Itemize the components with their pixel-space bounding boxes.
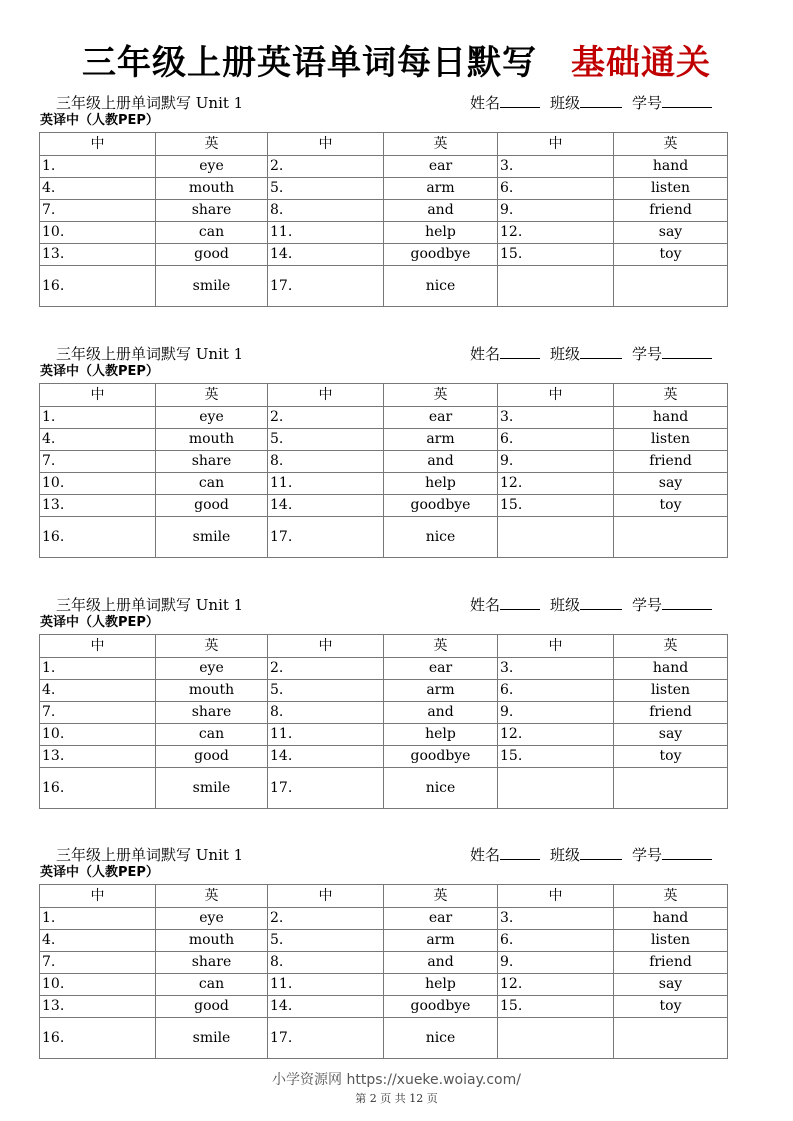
- worksheet-header: [0, 343, 793, 379]
- worksheet-block: [0, 844, 793, 1046]
- column-header: 英: [614, 635, 728, 658]
- english-word-cell: listen: [614, 930, 728, 952]
- table-row: [40, 156, 728, 178]
- worksheet-subtitle: 英译中（人教PEP）: [40, 865, 159, 880]
- answer-cell[interactable]: 16.: [40, 1018, 156, 1059]
- table-row: [40, 178, 728, 200]
- answer-cell[interactable]: 17.: [268, 1018, 384, 1059]
- answer-cell[interactable]: 15.: [498, 746, 614, 768]
- column-header: 中: [498, 885, 614, 908]
- answer-cell[interactable]: 14.: [268, 996, 384, 1018]
- worksheet-heading: 三年级上册单词默写 Unit 1: [56, 596, 244, 614]
- english-word-cell: and: [384, 702, 498, 724]
- answer-cell[interactable]: 3.: [498, 908, 614, 930]
- name-blank-line[interactable]: [500, 845, 540, 860]
- table-row: [40, 266, 728, 307]
- english-word-cell: say: [614, 222, 728, 244]
- column-header: 中: [40, 635, 156, 658]
- answer-cell[interactable]: 7.: [40, 952, 156, 974]
- column-header: 英: [384, 885, 498, 908]
- column-header: 英: [614, 384, 728, 407]
- answer-cell[interactable]: 10.: [40, 473, 156, 495]
- column-header: 英: [156, 133, 268, 156]
- id-label: 学号: [632, 345, 663, 363]
- english-word-cell: and: [384, 200, 498, 222]
- answer-cell[interactable]: 2.: [268, 908, 384, 930]
- answer-cell[interactable]: 2.: [268, 658, 384, 680]
- english-word-cell: say: [614, 974, 728, 996]
- english-word-cell: nice: [384, 768, 498, 809]
- answer-cell[interactable]: 5.: [268, 429, 384, 451]
- answer-cell[interactable]: 3.: [498, 156, 614, 178]
- table-row: [40, 996, 728, 1018]
- english-word-cell: [614, 768, 728, 809]
- answer-cell[interactable]: 16.: [40, 768, 156, 809]
- answer-cell[interactable]: 1.: [40, 908, 156, 930]
- answer-cell[interactable]: 12.: [498, 222, 614, 244]
- answer-cell[interactable]: 14.: [268, 495, 384, 517]
- class-blank-line[interactable]: [580, 93, 622, 108]
- english-word-cell: share: [156, 952, 268, 974]
- page-title-accent: 基础通关: [571, 43, 711, 83]
- answer-cell[interactable]: 17.: [268, 517, 384, 558]
- table-header-row: [40, 635, 728, 658]
- english-word-cell: eye: [156, 908, 268, 930]
- answer-cell[interactable]: 8.: [268, 702, 384, 724]
- column-header: 中: [498, 133, 614, 156]
- id-blank-line[interactable]: [662, 845, 712, 860]
- table-row: [40, 495, 728, 517]
- answer-cell[interactable]: 6.: [498, 178, 614, 200]
- answer-cell[interactable]: 12.: [498, 974, 614, 996]
- name-blank-line[interactable]: [500, 93, 540, 108]
- column-header: 中: [268, 635, 384, 658]
- english-word-cell: friend: [614, 952, 728, 974]
- answer-cell[interactable]: 1.: [40, 156, 156, 178]
- english-word-cell: help: [384, 222, 498, 244]
- table-row: [40, 702, 728, 724]
- english-word-cell: mouth: [156, 178, 268, 200]
- id-label: 学号: [632, 94, 663, 112]
- id-label: 学号: [632, 846, 663, 864]
- answer-cell[interactable]: 15.: [498, 244, 614, 266]
- worksheet-heading: 三年级上册单词默写 Unit 1: [56, 94, 244, 112]
- answer-cell[interactable]: 6.: [498, 680, 614, 702]
- class-blank-line[interactable]: [580, 344, 622, 359]
- table-row: [40, 746, 728, 768]
- table-row: [40, 200, 728, 222]
- id-blank-line[interactable]: [662, 93, 712, 108]
- table-row: [40, 658, 728, 680]
- english-word-cell: can: [156, 222, 268, 244]
- column-header: 英: [384, 635, 498, 658]
- vocab-table: [39, 884, 728, 1059]
- answer-cell[interactable]: 1.: [40, 658, 156, 680]
- english-word-cell: smile: [156, 266, 268, 307]
- english-word-cell: say: [614, 473, 728, 495]
- table-row: [40, 908, 728, 930]
- answer-cell[interactable]: 11.: [268, 222, 384, 244]
- answer-cell[interactable]: 17.: [268, 266, 384, 307]
- english-word-cell: good: [156, 244, 268, 266]
- answer-cell[interactable]: 17.: [268, 768, 384, 809]
- answer-cell[interactable]: 8.: [268, 200, 384, 222]
- answer-cell[interactable]: 9.: [498, 200, 614, 222]
- english-word-cell: friend: [614, 200, 728, 222]
- name-blank-line[interactable]: [500, 344, 540, 359]
- english-word-cell: goodbye: [384, 996, 498, 1018]
- answer-cell[interactable]: 13.: [40, 244, 156, 266]
- english-word-cell: listen: [614, 178, 728, 200]
- answer-cell[interactable]: 13.: [40, 996, 156, 1018]
- vocab-table: [39, 634, 728, 809]
- english-word-cell: mouth: [156, 680, 268, 702]
- english-word-cell: friend: [614, 702, 728, 724]
- answer-cell[interactable]: 16.: [40, 517, 156, 558]
- english-word-cell: eye: [156, 658, 268, 680]
- english-word-cell: hand: [614, 908, 728, 930]
- class-blank-line[interactable]: [580, 595, 622, 610]
- worksheet-subtitle: 英译中（人教PEP）: [40, 615, 159, 630]
- table-header-row: [40, 133, 728, 156]
- english-word-cell: ear: [384, 156, 498, 178]
- english-word-cell: toy: [614, 746, 728, 768]
- name-label: 姓名: [470, 596, 501, 614]
- answer-cell[interactable]: 2.: [268, 156, 384, 178]
- english-word-cell: arm: [384, 930, 498, 952]
- english-word-cell: mouth: [156, 429, 268, 451]
- column-header: 英: [156, 384, 268, 407]
- english-word-cell: smile: [156, 768, 268, 809]
- worksheet-subtitle: 英译中（人教PEP）: [40, 364, 159, 379]
- answer-cell[interactable]: 15.: [498, 495, 614, 517]
- class-label: 班级: [550, 345, 581, 363]
- answer-cell[interactable]: 11.: [268, 724, 384, 746]
- answer-cell[interactable]: 8.: [268, 952, 384, 974]
- english-word-cell: smile: [156, 1018, 268, 1059]
- english-word-cell: hand: [614, 407, 728, 429]
- english-word-cell: hand: [614, 658, 728, 680]
- english-word-cell: [614, 1018, 728, 1059]
- english-word-cell: ear: [384, 658, 498, 680]
- table-row: [40, 974, 728, 996]
- name-label: 姓名: [470, 345, 501, 363]
- english-word-cell: arm: [384, 178, 498, 200]
- english-word-cell: nice: [384, 517, 498, 558]
- table-row: [40, 724, 728, 746]
- column-header: 中: [40, 384, 156, 407]
- worksheet-subtitle: 英译中（人教PEP）: [40, 113, 159, 128]
- answer-cell[interactable]: 10.: [40, 222, 156, 244]
- english-word-cell: arm: [384, 429, 498, 451]
- class-label: 班级: [550, 846, 581, 864]
- table-row: [40, 473, 728, 495]
- column-header: 英: [384, 133, 498, 156]
- english-word-cell: can: [156, 724, 268, 746]
- answer-cell[interactable]: 4.: [40, 680, 156, 702]
- english-word-cell: goodbye: [384, 495, 498, 517]
- class-label: 班级: [550, 94, 581, 112]
- answer-cell[interactable]: 13.: [40, 495, 156, 517]
- column-header: 中: [268, 133, 384, 156]
- answer-cell[interactable]: 4.: [40, 178, 156, 200]
- answer-cell[interactable]: 10.: [40, 724, 156, 746]
- english-word-cell: say: [614, 724, 728, 746]
- column-header: 英: [156, 885, 268, 908]
- table-row: [40, 429, 728, 451]
- student-info-fields: [470, 92, 712, 114]
- english-word-cell: good: [156, 746, 268, 768]
- answer-cell[interactable]: 7.: [40, 200, 156, 222]
- english-word-cell: hand: [614, 156, 728, 178]
- english-word-cell: can: [156, 974, 268, 996]
- table-row: [40, 768, 728, 809]
- english-word-cell: good: [156, 495, 268, 517]
- name-label: 姓名: [470, 846, 501, 864]
- column-header: 中: [268, 384, 384, 407]
- english-word-cell: goodbye: [384, 244, 498, 266]
- id-blank-line[interactable]: [662, 595, 712, 610]
- table-row: [40, 930, 728, 952]
- class-label: 班级: [550, 596, 581, 614]
- worksheet-header: [0, 92, 793, 128]
- table-header-row: [40, 384, 728, 407]
- english-word-cell: and: [384, 451, 498, 473]
- table-row: [40, 451, 728, 473]
- page-title-main: 三年级上册英语单词每日默写: [82, 43, 537, 83]
- page-title: [0, 40, 793, 86]
- worksheet-block: [0, 343, 793, 545]
- answer-cell[interactable]: 6.: [498, 429, 614, 451]
- answer-cell[interactable]: 9.: [498, 952, 614, 974]
- english-word-cell: smile: [156, 517, 268, 558]
- id-blank-line[interactable]: [662, 344, 712, 359]
- answer-cell[interactable]: [498, 517, 614, 558]
- name-label: 姓名: [470, 94, 501, 112]
- answer-cell[interactable]: 12.: [498, 724, 614, 746]
- english-word-cell: friend: [614, 451, 728, 473]
- answer-cell[interactable]: 10.: [40, 974, 156, 996]
- english-word-cell: toy: [614, 244, 728, 266]
- column-header: 英: [614, 133, 728, 156]
- student-info-fields: [470, 594, 712, 616]
- english-word-cell: [614, 266, 728, 307]
- english-word-cell: can: [156, 473, 268, 495]
- english-word-cell: [614, 517, 728, 558]
- answer-cell[interactable]: [498, 768, 614, 809]
- english-word-cell: goodbye: [384, 746, 498, 768]
- answer-cell[interactable]: 12.: [498, 473, 614, 495]
- class-blank-line[interactable]: [580, 845, 622, 860]
- answer-cell[interactable]: 15.: [498, 996, 614, 1018]
- table-row: [40, 517, 728, 558]
- worksheet-heading: 三年级上册单词默写 Unit 1: [56, 846, 244, 864]
- answer-cell[interactable]: 14.: [268, 746, 384, 768]
- worksheet-block: [0, 594, 793, 796]
- english-word-cell: share: [156, 702, 268, 724]
- english-word-cell: listen: [614, 429, 728, 451]
- english-word-cell: nice: [384, 266, 498, 307]
- table-row: [40, 1018, 728, 1059]
- answer-cell[interactable]: 3.: [498, 407, 614, 429]
- english-word-cell: share: [156, 200, 268, 222]
- english-word-cell: good: [156, 996, 268, 1018]
- column-header: 中: [498, 635, 614, 658]
- table-row: [40, 952, 728, 974]
- answer-cell[interactable]: 4.: [40, 930, 156, 952]
- worksheet-block: [0, 92, 793, 294]
- column-header: 英: [614, 885, 728, 908]
- english-word-cell: eye: [156, 407, 268, 429]
- answer-cell[interactable]: 6.: [498, 930, 614, 952]
- table-header-row: [40, 885, 728, 908]
- footer-site: 小学资源网 https://xueke.woiay.com/: [272, 1072, 521, 1088]
- english-word-cell: nice: [384, 1018, 498, 1059]
- english-word-cell: help: [384, 724, 498, 746]
- answer-cell[interactable]: 7.: [40, 451, 156, 473]
- footer-page-number: 第 2 页 共 12 页: [355, 1092, 438, 1105]
- answer-cell[interactable]: 16.: [40, 266, 156, 307]
- english-word-cell: mouth: [156, 930, 268, 952]
- student-info-fields: [470, 343, 712, 365]
- english-word-cell: share: [156, 451, 268, 473]
- table-row: [40, 222, 728, 244]
- answer-cell[interactable]: 9.: [498, 451, 614, 473]
- worksheet-header: [0, 844, 793, 880]
- column-header: 中: [40, 133, 156, 156]
- answer-cell[interactable]: 9.: [498, 702, 614, 724]
- worksheet-header: [0, 594, 793, 630]
- english-word-cell: ear: [384, 407, 498, 429]
- english-word-cell: toy: [614, 495, 728, 517]
- english-word-cell: toy: [614, 996, 728, 1018]
- name-blank-line[interactable]: [500, 595, 540, 610]
- answer-cell[interactable]: 3.: [498, 658, 614, 680]
- answer-cell[interactable]: 4.: [40, 429, 156, 451]
- column-header: 中: [268, 885, 384, 908]
- english-word-cell: eye: [156, 156, 268, 178]
- english-word-cell: listen: [614, 680, 728, 702]
- column-header: 中: [40, 885, 156, 908]
- vocab-table: [39, 132, 728, 307]
- english-word-cell: help: [384, 473, 498, 495]
- answer-cell[interactable]: 14.: [268, 244, 384, 266]
- student-info-fields: [470, 844, 712, 866]
- answer-cell[interactable]: 5.: [268, 930, 384, 952]
- column-header: 中: [498, 384, 614, 407]
- id-label: 学号: [632, 596, 663, 614]
- english-word-cell: arm: [384, 680, 498, 702]
- answer-cell[interactable]: 11.: [268, 974, 384, 996]
- worksheet-heading: 三年级上册单词默写 Unit 1: [56, 345, 244, 363]
- answer-cell[interactable]: 5.: [268, 680, 384, 702]
- column-header: 英: [156, 635, 268, 658]
- table-row: [40, 407, 728, 429]
- answer-cell[interactable]: 11.: [268, 473, 384, 495]
- answer-cell[interactable]: 8.: [268, 451, 384, 473]
- answer-cell[interactable]: 13.: [40, 746, 156, 768]
- table-row: [40, 244, 728, 266]
- vocab-table: [39, 383, 728, 558]
- english-word-cell: ear: [384, 908, 498, 930]
- answer-cell[interactable]: 1.: [40, 407, 156, 429]
- column-header: 英: [384, 384, 498, 407]
- english-word-cell: and: [384, 952, 498, 974]
- answer-cell[interactable]: [498, 1018, 614, 1059]
- english-word-cell: help: [384, 974, 498, 996]
- answer-cell[interactable]: 5.: [268, 178, 384, 200]
- answer-cell[interactable]: 7.: [40, 702, 156, 724]
- table-row: [40, 680, 728, 702]
- answer-cell[interactable]: [498, 266, 614, 307]
- answer-cell[interactable]: 2.: [268, 407, 384, 429]
